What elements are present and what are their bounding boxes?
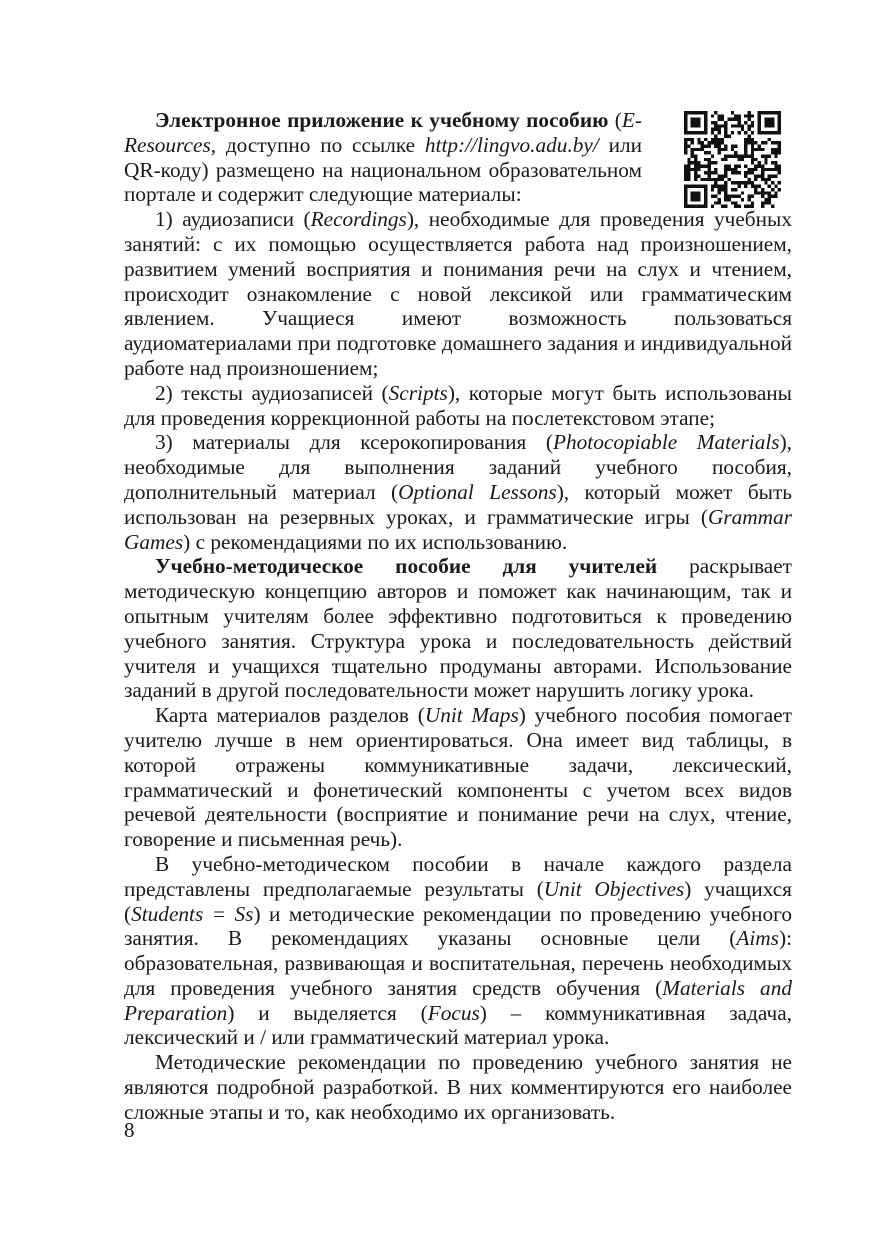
text-run: 2) тексты аудиозаписей ( (155, 380, 389, 405)
text-run: Recordings (310, 207, 407, 232)
para-unit-maps (124, 703, 792, 852)
text-run: Электронное приложение к учебному пособию (155, 108, 609, 132)
text-run: ) учебного пособия помогает учителю лучше в нем ориентироваться. Она имеет вид таблицы, в которой отражены коммуникативные задачи, лексический, грамматический и фонетический компоненты с учетом всех видов речевой деятельности (восприятие и понимание речи на слух, чтение, говорение и письменная речь). (124, 703, 792, 852)
text-run: Students = Ss (131, 901, 254, 926)
para-e-resources (124, 108, 642, 207)
text-run: ) – коммуникативная задача, лексический и / или грамматический материал урока. (124, 1000, 792, 1050)
text-run: В учебно-методическом пособии в начале каждого раздела представлены предполагаемые результаты ( (124, 851, 792, 901)
text-run: Aims (736, 926, 779, 951)
text-run: ), необходимые для выполнения заданий учебного пособия, дополнительный материал ( (124, 430, 792, 504)
text-run: ), которые могут быть использованы для проведения коррекционной работы на послетекстовом этапе; (124, 380, 792, 430)
para-item-photocopiable (124, 430, 792, 554)
text-run: Photocopiable Materials (553, 430, 780, 455)
text-run: раскрывает методическую концепцию авторов и поможет как начинающим, так и опытным учителям более эффективно подготовиться к проведению учебного занятия. Структура урока и последовательность действий учителя и учащихся тщательно продуманы авторами. Использование заданий в другой последовательности может нарушить логику урока. (124, 554, 792, 703)
text-run: E-Resources, (124, 108, 643, 157)
para-item-scripts (124, 381, 792, 431)
text-run: Учебно-методическое пособие для учителей (155, 554, 658, 579)
text-run: ) и выделяется ( (227, 1000, 428, 1025)
text-run: или QR-коду) размещено на национальном образовательном портале и содержит следующие материалы: (124, 132, 642, 207)
text-run: Materials and Preparation (124, 975, 792, 1025)
page-number: 8 (124, 1118, 135, 1142)
para-unit-objectives (124, 852, 792, 1050)
text-run: ) и методические рекомендации по проведению учебного занятия. В рекомендациях указаны основные цели ( (124, 901, 792, 951)
text-run: Optional Lessons (398, 479, 557, 504)
body-text (124, 108, 792, 1125)
text-run: http://lingvo.adu.by/ (424, 132, 599, 157)
text-run: 3) материалы для ксерокопирования ( (155, 430, 553, 455)
text-run: Grammar Games (124, 504, 792, 554)
para-recommendations (124, 1050, 792, 1124)
text-run: Unit Maps (424, 703, 519, 728)
text-run: Unit Objectives (543, 876, 685, 901)
text-run: Методические рекомендации по проведению учебного занятия не являются подробной разработкой. В них комментируются его наиболее сложные этапы и то, как необходимо их организовать. (124, 1050, 792, 1124)
para-item-recordings (124, 207, 792, 381)
text-run: Карта материалов разделов ( (155, 703, 425, 728)
text-run: Focus (427, 1000, 480, 1025)
text-run: ( (608, 108, 622, 132)
text-run: 1) аудиозаписи ( (155, 207, 311, 232)
text-run: ), который может быть использован на резервных уроках, и грамматические игры ( (124, 479, 792, 529)
text-run: Scripts (388, 380, 448, 405)
text-run: ) учащихся ( (124, 876, 792, 926)
text-run: ) с рекомендациями по их использованию. (183, 529, 568, 554)
text-run: ): образовательная, развивающая и воспитательная, перечень необходимых для проведения учебного занятия средств обучения ( (124, 926, 792, 1000)
text-run: доступно по ссылке (216, 132, 425, 157)
text-run: ), необходимые для проведения учебных занятий: с их помощью осуществляется работа над произношением, развитием умений восприятия и понимания речи на слух и чтением, происходит ознакомление с новой лексикой или грамматическим явлением. Учащиеся имеют возможность пользоваться аудиоматериалами при подготовке домашнего задания и индивидуальной работе над произношением; (124, 207, 792, 380)
para-teacher-guide (124, 554, 792, 703)
